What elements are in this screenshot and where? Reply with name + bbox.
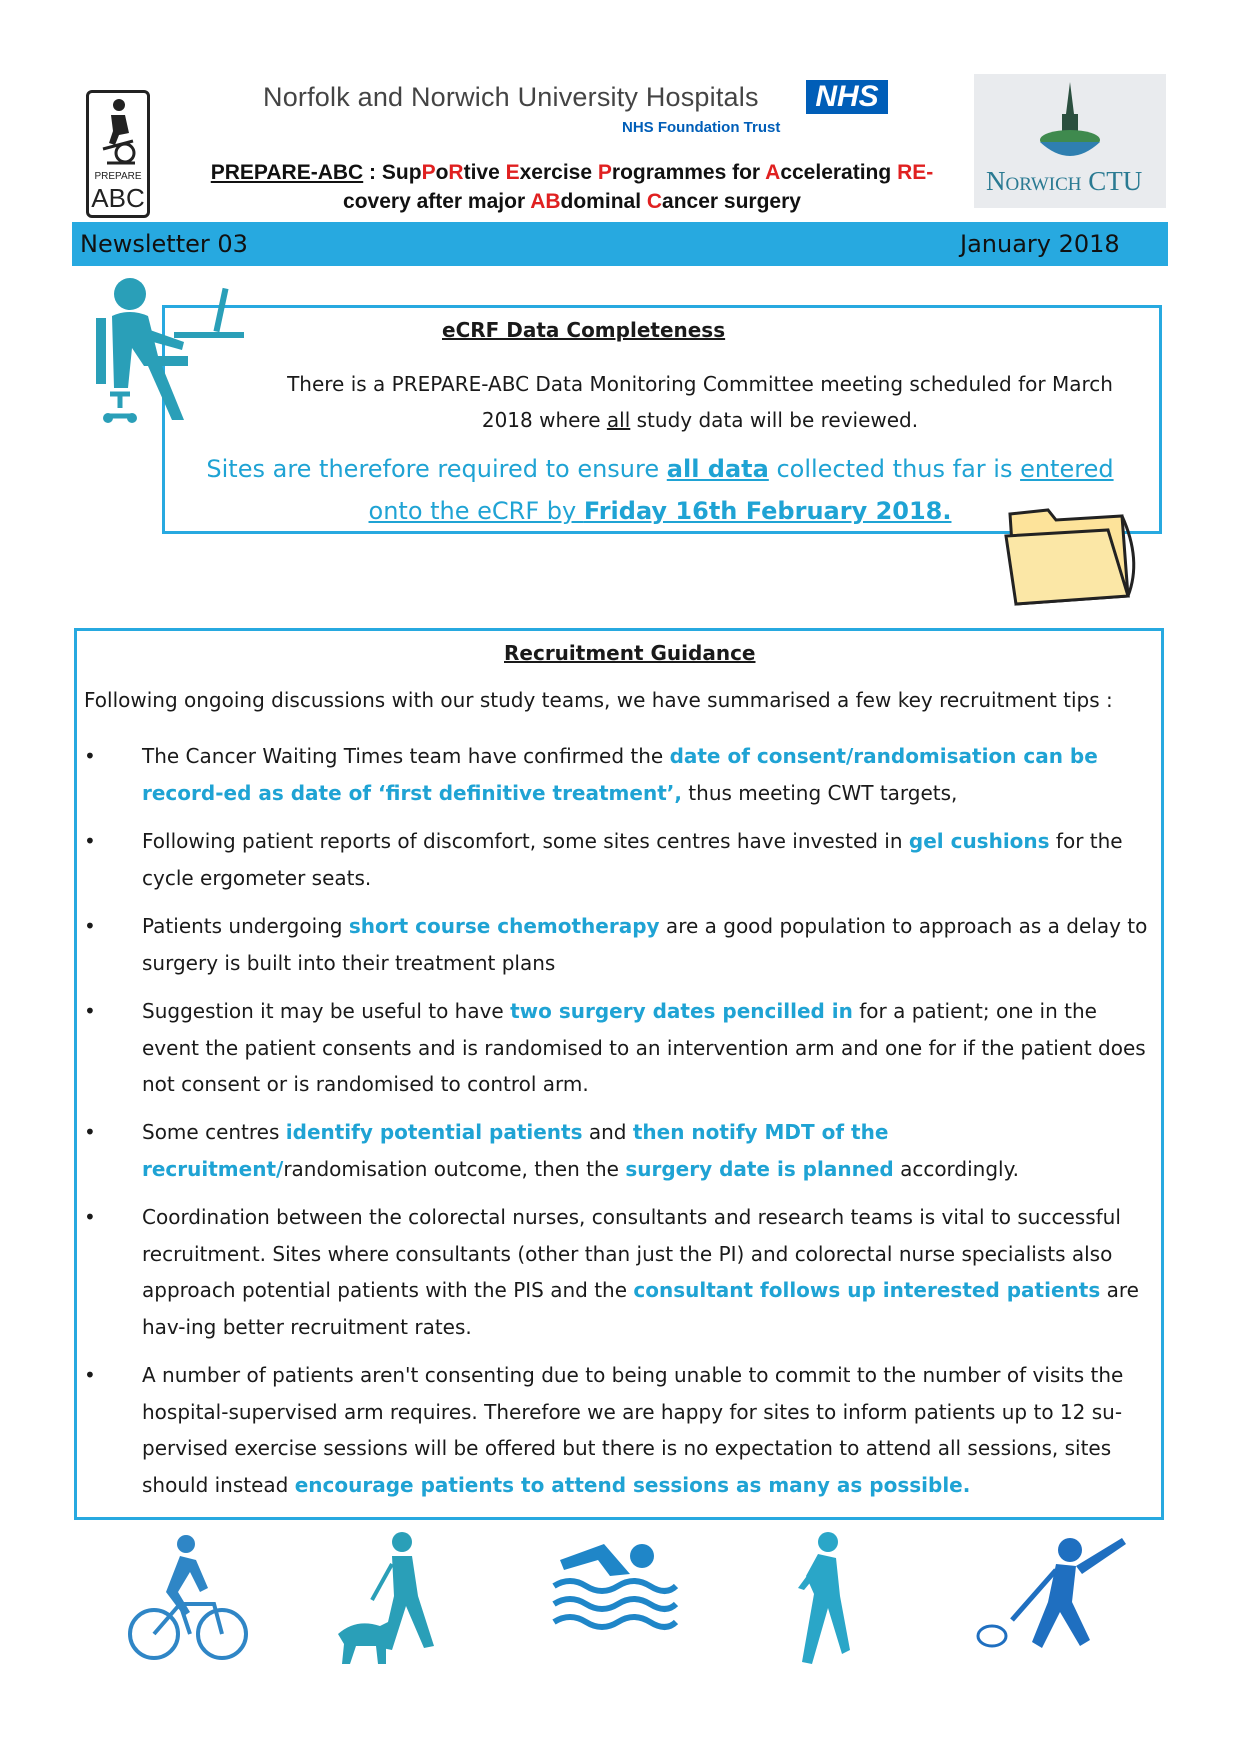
newsletter-number: Newsletter 03 (80, 230, 248, 258)
badminton-icon (972, 1530, 1128, 1660)
folder-icon (1004, 500, 1144, 612)
bullet: • (84, 999, 96, 1023)
logo-text-bottom: ABC (91, 183, 145, 213)
list-item: • Coordination between the colorectal nurses, consultants and research teams is vital to successful recruitment. Sites where consultants (other than just the PI) and colorectal nurse specialists also approach potential patients with the PIS and the consultant follows up interested patients are hav-ing better recruitment rates. (84, 1199, 1154, 1345)
recruitment-heading: Recruitment Guidance (504, 641, 756, 665)
ecrf-heading: eCRF Data Completeness (442, 318, 726, 342)
dog-walking-icon (336, 1530, 456, 1670)
newsletter-date: January 2018 (960, 230, 1120, 258)
exercise-bike-icon (89, 93, 147, 215)
bullet: • (84, 744, 96, 768)
recruitment-intro: Following ongoing discussions with our study teams, we have summarised a few key recruitment tips : (84, 688, 1113, 712)
prepare-abc-logo (86, 90, 150, 218)
cycling-icon (128, 1530, 248, 1670)
trust-name: NHS Foundation Trust (622, 119, 781, 136)
bullet: • (84, 914, 96, 938)
bullet: • (84, 1120, 96, 1144)
list-item: • The Cancer Waiting Times team have confirmed the date of consent/randomisation can be record-ed as date of ‘first definitive treatment’, thus meeting CWT targets, (84, 738, 1154, 811)
list-item: • Some centres identify potential patients and then notify MDT of the recruitment/randomisation outcome, then the surgery date is planned accordingly. (84, 1114, 1154, 1187)
ctu-name: Norwich CTU (986, 166, 1143, 196)
swimming-icon (550, 1530, 680, 1640)
ecrf-deadline-text: Sites are therefore required to ensure all data collected thus far is entered onto the eCRF by Friday 16th February 2018. (206, 455, 1114, 525)
list-item: • Suggestion it may be useful to have two surgery dates pencilled in for a patient; one in the event the patient consents and is randomised to an intervention arm and one for if the patient does not consent or is randomised to control arm. (84, 993, 1154, 1103)
list-item: • Following patient reports of discomfort, some sites centres have invested in gel cushions for the cycle ergometer seats. (84, 823, 1154, 896)
ecrf-meeting-text: There is a PREPARE-ABC Data Monitoring Committee meeting scheduled for March 2018 where all study data will be reviewed. (287, 372, 1113, 432)
list-item: • A number of patients aren't consenting due to being unable to commit to the number of visits the hospital-supervised arm requires. Therefore we are happy for sites to inform patients up to 12 su-pervised exercise sessions will be offered but there is no expectation to attend all sessions, sites should instead encourage patients to attend sessions as many as possible. (84, 1357, 1154, 1503)
trial-title: PREPARE-ABC : SupPoRtive Exercise Programmes for Accelerating RE- covery after major ABdominal Cancer surgery (210, 161, 934, 213)
trial-acronym: PREPARE-ABC (210, 161, 364, 184)
hospital-name: Norfolk and Norwich University Hospitals (263, 82, 759, 112)
bullet: • (84, 829, 96, 853)
list-item: • Patients undergoing short course chemotherapy are a good population to approach as a delay to surgery is built into their treatment plans (84, 908, 1154, 981)
nhs-logo: NHS (806, 80, 888, 114)
bullet: • (84, 1363, 96, 1387)
bullet: • (84, 1205, 96, 1229)
logo-text-top: PREPARE (94, 171, 142, 182)
running-icon (778, 1530, 858, 1670)
person-at-desk-icon (88, 270, 258, 430)
